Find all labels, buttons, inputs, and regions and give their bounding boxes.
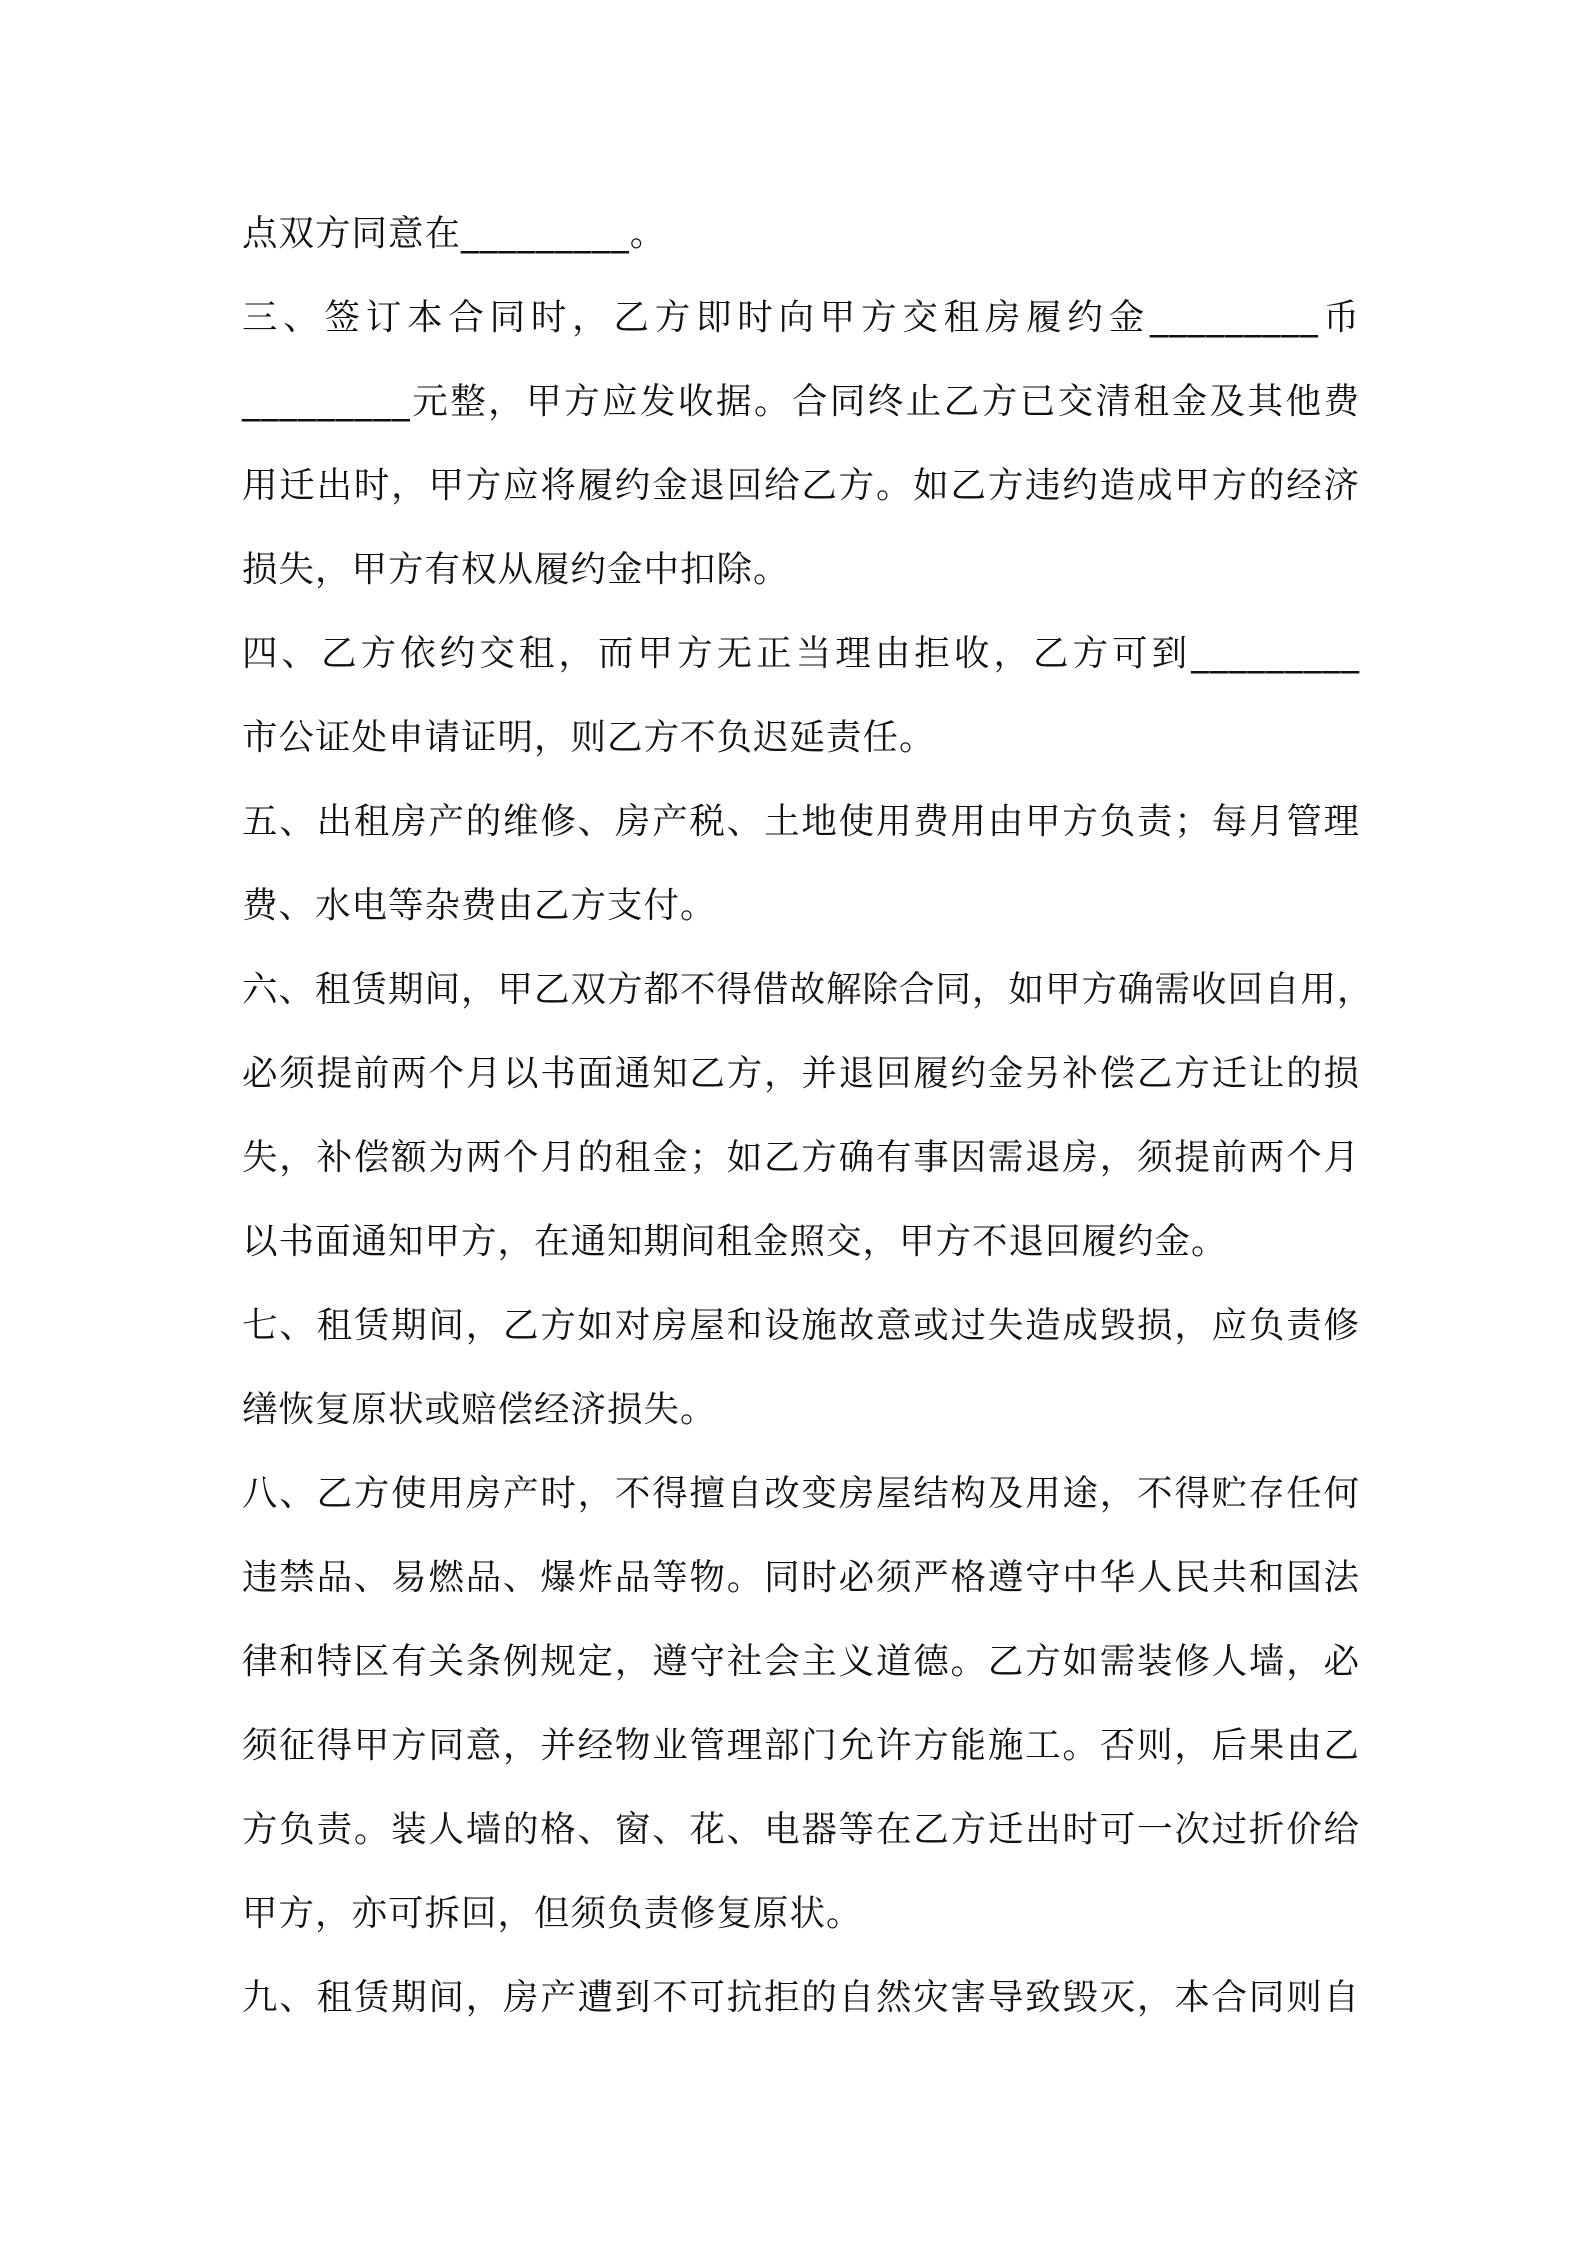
text-line-clause-6: 必须提前两个月以书面通知乙方，并退回履约金另补偿乙方迁让的损 (242, 1053, 1360, 1094)
text-line-clause-3: _________元整，甲方应发收据。合同终止乙方已交清租金及其他费 (242, 381, 1360, 422)
text-line-clause-4-end: 市公证处申请证明，则乙方不负迟延责任。 (242, 717, 936, 758)
text-line-clause-7: 七、租赁期间，乙方如对房屋和设施故意或过失造成毁损，应负责修 (242, 1305, 1360, 1346)
text-line-clause-5: 五、出租房产的维修、房产税、土地使用费用由甲方负责；每月管理 (242, 801, 1360, 842)
text-line-clause-7-end: 缮恢复原状或赔偿经济损失。 (242, 1389, 717, 1430)
text-line-clause-8: 方负责。装人墙的格、窗、花、电器等在乙方迁出时可一次过折价给 (242, 1809, 1360, 1850)
text-line-clause-6: 六、租赁期间，甲乙双方都不得借故解除合同，如甲方确需收回自用， (242, 969, 1374, 1010)
text-line-clause-3-end: 损失，甲方有权从履约金中扣除。 (242, 549, 790, 590)
text-line-clause-3: 三、签订本合同时，乙方即时向甲方交租房履约金_________币 (242, 297, 1360, 338)
text-line-clause-6-end: 以书面通知甲方，在通知期间租金照交，甲方不退回履约金。 (242, 1221, 1228, 1262)
text-line-clause-2-end: 点双方同意在_________。 (242, 213, 667, 254)
text-line-clause-3: 用迁出时，甲方应将履约金退回给乙方。如乙方违约造成甲方的经济 (242, 465, 1360, 506)
text-line-clause-9: 九、租赁期间，房产遭到不可抗拒的自然灾害导致毁灭，本合同则自 (242, 1977, 1360, 2018)
text-line-clause-8: 违禁品、易燃品、爆炸品等物。同时必须严格遵守中华人民共和国法 (242, 1557, 1360, 1598)
text-line-clause-5-end: 费、水电等杂费由乙方支付。 (242, 885, 717, 926)
text-line-clause-8: 律和特区有关条例规定，遵守社会主义道德。乙方如需装修人墙，必 (242, 1641, 1360, 1682)
text-line-clause-8: 须征得甲方同意，并经物业管理部门允许方能施工。否则，后果由乙 (242, 1725, 1360, 1766)
contract-text (242, 192, 1374, 2040)
text-line-clause-8-end: 甲方，亦可拆回，但须负责修复原状。 (242, 1893, 863, 1934)
text-line-clause-6: 失，补偿额为两个月的租金；如乙方确有事因需退房，须提前两个月 (242, 1137, 1360, 1178)
text-line-clause-8: 八、乙方使用房产时，不得擅自改变房屋结构及用途，不得贮存任何 (242, 1473, 1360, 1514)
text-line-clause-4: 四、乙方依约交租，而甲方无正当理由拒收，乙方可到_________ (242, 633, 1360, 674)
